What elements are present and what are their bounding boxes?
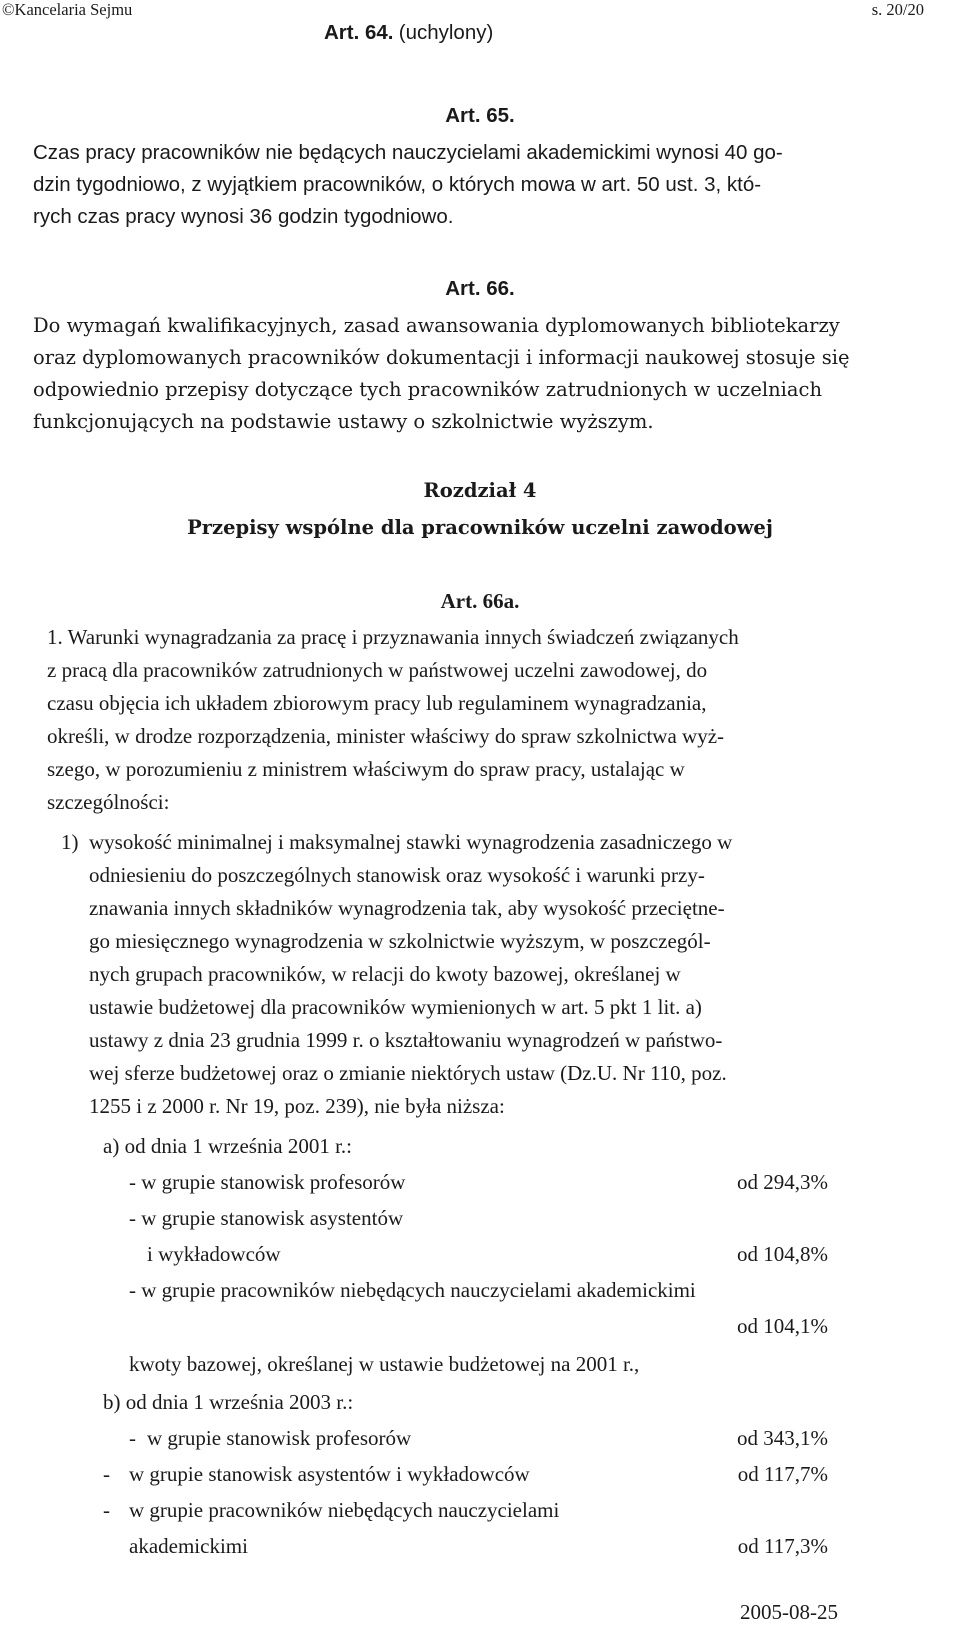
sub-a-row-value: od 294,3%: [737, 1170, 828, 1194]
sub-a-row-value: od 104,1%: [737, 1314, 828, 1338]
header-page-number: s. 20/20: [871, 0, 924, 19]
item-1-line: 1255 i z 2000 r. Nr 19, poz. 239), nie była niższa:: [89, 1094, 505, 1118]
art-66a-para-line: określi, w drodze rozporządzenia, minister właściwy do spraw szkolnictwa wyż-: [47, 724, 725, 748]
sub-a-label: a) od dnia 1 września 2001 r.:: [103, 1134, 353, 1158]
sub-b-row-dash: -: [103, 1498, 110, 1522]
art-66-line: odpowiednio przepisy dotyczące tych pracowników zatrudnionych w uczelniach: [33, 378, 823, 401]
sub-a-row-text: i wykładowców: [147, 1242, 281, 1266]
item-1-line: go miesięcznego wynagrodzenia w szkolnictwie wyższym, w poszczegól-: [89, 929, 711, 953]
sub-a-row-text: - w grupie stanowisk asystentów: [129, 1206, 404, 1230]
art-66-title: Art. 66.: [445, 277, 515, 300]
art-66a-para-line: 1. Warunki wynagradzania za pracę i przyznawania innych świadczeń związanych: [47, 625, 739, 649]
art-65-line: dzin tygodniowo, z wyjątkiem pracowników, o których mowa w art. 50 ust. 3, któ-: [33, 173, 762, 196]
art-65-line: rych czas pracy wynosi 36 godzin tygodniowo.: [33, 205, 454, 228]
art-64-title: Art. 64.: [324, 21, 394, 44]
item-1-line: znawania innych składników wynagrodzenia tak, aby wysokość przeciętne-: [89, 896, 725, 920]
sub-a-row-value: od 104,8%: [737, 1242, 828, 1266]
art-66-line: funkcjonujących na podstawie ustawy o szkolnictwie wyższym.: [33, 410, 654, 433]
chapter-number: Rozdział 4: [423, 479, 537, 502]
art-66a-para-line: szczególności:: [47, 790, 170, 814]
sub-b-row-dash: -: [129, 1426, 136, 1450]
footer-date: 2005-08-25: [740, 1600, 838, 1624]
sub-b-row-value: od 343,1%: [737, 1426, 828, 1450]
item-1-line: nych grupach pracowników, w relacji do kwoty bazowej, określanej w: [89, 962, 681, 986]
header-copyright: ©Kancelaria Sejmu: [2, 0, 133, 19]
item-1-marker: 1): [61, 830, 79, 854]
art-66-line: oraz dyplomowanych pracowników dokumentacji i informacji naukowej stosuje się: [33, 346, 850, 369]
sub-b-row-value: od 117,7%: [737, 1462, 828, 1486]
art-66a-title: Art. 66a.: [440, 589, 520, 613]
art-65-title: Art. 65.: [445, 104, 515, 127]
chapter-title: Przepisy wspólne dla pracowników uczelni zawodowej: [187, 516, 773, 539]
sub-b-row-value: od 117,3%: [737, 1534, 828, 1558]
art-66a-para-line: czasu objęcia ich układem zbiorowym pracy lub regulaminem wynagradzania,: [47, 691, 707, 715]
item-1-line: ustawy z dnia 23 grudnia 1999 r. o kształtowaniu wynagrodzeń w państwo-: [89, 1028, 723, 1052]
sub-b-row-text: akademickimi: [129, 1534, 248, 1558]
art-65-line: Czas pracy pracowników nie będących nauczycielami akademickimi wynosi 40 go-: [33, 141, 783, 164]
sub-a-row-text: - w grupie stanowisk profesorów: [129, 1170, 406, 1194]
item-1-line: wysokość minimalnej i maksymalnej stawki wynagrodzenia zasadniczego w: [89, 830, 733, 854]
art-66a-para-line: szego, w porozumieniu z ministrem właściwym do spraw pracy, ustalając w: [47, 757, 685, 781]
sub-b-row-text: w grupie pracowników niebędących nauczycielami: [129, 1498, 560, 1522]
item-1-line: odniesieniu do poszczególnych stanowisk oraz wysokość i warunki przy-: [89, 863, 705, 887]
art-64-heading: [324, 20, 493, 45]
art-66a-para-line: z pracą dla pracowników zatrudnionych w państwowej uczelni zawodowej, do: [47, 658, 708, 682]
sub-b-row-text: w grupie stanowisk asystentów i wykładowców: [129, 1462, 530, 1486]
sub-b-row-text: w grupie stanowisk profesorów: [147, 1426, 412, 1450]
item-1-line: ustawie budżetowej dla pracowników wymienionych w art. 5 pkt 1 lit. a): [89, 995, 702, 1019]
art-66-line: Do wymagań kwalifikacyjnych, zasad awansowania dyplomowanych bibliotekarzy: [33, 314, 840, 337]
sub-a-row-text: - w grupie pracowników niebędących nauczycielami akademickimi: [129, 1278, 696, 1302]
sub-b-label: b) od dnia 1 września 2003 r.:: [103, 1390, 354, 1414]
sub-b-row-dash: -: [103, 1462, 110, 1486]
item-1-line: wej sferze budżetowej oraz o zmianie niektórych ustaw (Dz.U. Nr 110, poz.: [89, 1061, 727, 1085]
sub-a-closing: kwoty bazowej, określanej w ustawie budżetowej na 2001 r.,: [129, 1352, 640, 1376]
art-64-status: (uchylony): [398, 21, 494, 44]
